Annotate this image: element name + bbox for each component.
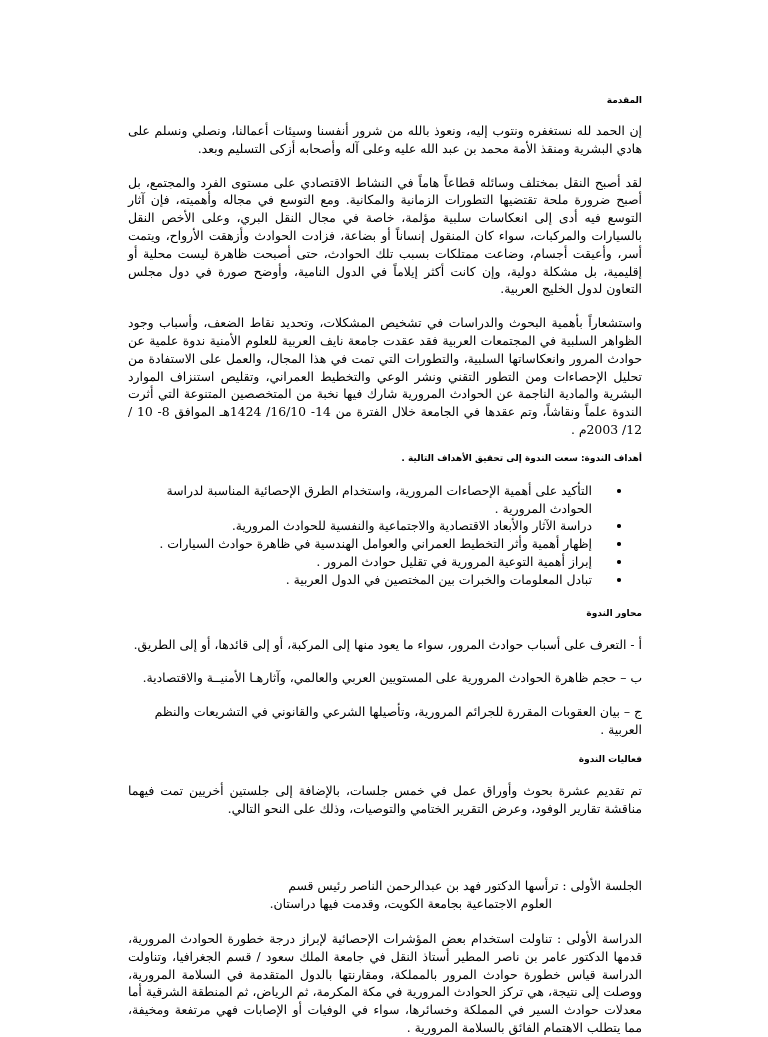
intro-paragraph-1: إن الحمد لله نستغفره ونتوب إليه، ونعوذ بالله من شرور أنفسنا وسيئات أعمالنا، ونصلي ونسلم على هادي البشرية ومنقذ الأمة محمد بن عبد الله عليه وعلى آله وأصحابه أزكى التسليم وبعد. — [128, 123, 642, 156]
axis-item: ج – بيان العقوبات المقررة للجرائم المرورية، وتأصيلها الشرعي والقانوني في التشريعات والنظم العربية . — [154, 704, 642, 737]
heading-goals: أهداف الندوة: سعت الندوة إلى تحقيق الأهداف التالية . — [401, 453, 642, 464]
session-1-line-2: العلوم الاجتماعية بجامعة الكويت، وقدمت فيها دراستان. — [269, 896, 552, 912]
study-1-paragraph: الدراسة الأولى : تناولت استخدام بعض المؤشرات الإحصائية لإبراز درجة خطورة الحوادث المرورية، قدمها الدكتور عامر بن ناصر المطير أستاذ النقل في جامعة الملك سعود / قسم الجغرافيا، وتناولت الدراسة قياس خطورة حوادث المرور بالمملكة، ومقارنتها بالدول المتقدمة في السلامة المرورية، ووصلت إلى نتيجة، هي تركز الحوادث المرورية في مكة المكرمة، ثم الرياض، ثم المنطقة الشرقية أما معدلات حوادث السير في المملكة وخسائرها، سواء في الوفيات أو الإصابات فهي مرتفعة ومخيفة، مما يتطلب الاهتمام الفائق بالسلامة المرورية . — [128, 930, 642, 1035]
goal-item: • دراسة الآثار والأبعاد الاقتصادية والاجتماعية والنفسية للحوادث المرورية. — [128, 517, 606, 535]
heading-axes: محاور الندوة — [586, 608, 642, 619]
goal-item: • إبراز أهمية التوعية المرورية في تقليل حوادث المرور . — [128, 553, 606, 571]
goal-item: • التأكيد على أهمية الإحصاءات المرورية، واستخدام الطرق الإحصائية المناسبة لدراسة الحوادث المرورية . — [128, 482, 606, 518]
intro-paragraph-2: لقد أصبح النقل بمختلف وسائله قطاعاً هاماً في النشاط الاقتصادي على مستوى الفرد والمجتمع، بل أصبح ضرورة ملحة تقتضيها التطورات الزمانية والمكانية. ومع التوسع في مجاله وأهميته، فإن آثار التوسع فيه أدى إلى انعكاسات سلبية مؤلمة، خاصة في مجال النقل البري، وعلى الأخص النقل بالسيارات والمركبات، سواء كان المنقول إنساناً أو بضاعة، فزادت الحوادث وأزهقت الأرواح، ويتمت أسر، وأعيقت أجسام، وضاعت ممتلكات بسبب تلك الحوادث، حتى أصبحت ظاهرة ليست محلية أو إقليمية، بل مشكلة دولية، وإن كانت أكثر إيلاماً في الدول النامية، وأوضح صورة في دول مجلس التعاون لدول الخليج العربية. — [128, 174, 642, 297]
intro-paragraph-3: واستشعاراً بأهمية البحوث والدراسات في تشخيص المشكلات، وتحديد نقاط الضعف، وأسباب وجود الظواهر السلبية في المجتمعات العربية فقد عقدت جامعة نايف العربية للعلوم الأمنية ندوة علمية عن حوادث المرور وانعكاساتها السلبية، والتطورات التي تمت في هذا المجال، والعمل على الاستفادة من تحليل الإحصاءات ومن التطور التقني ونشر الوعي والتخطيط العمراني، وتقليص استنزاف الموارد البشرية والمادية الناجمة عن الحوادث المرورية شارك فيها نخبة من المتخصصين المتنوعة التي أثرت الندوة علماً ونقاشاً، وتم عقدها في الجامعة خلال الفترة من 14- 16/10/ 1424هـ الموافق 8- 10 / 12/ 2003م . — [128, 315, 642, 437]
activities-paragraph: تم تقديم عشرة بحوث وأوراق عمل في خمس جلسات، بالإضافة إلى جلستين أخريين تمت فيهما مناقشة تقارير الوفود، وعرض التقرير الختامي والتوصيات، وذلك على النحو التالي. — [128, 782, 642, 816]
axis-item: ب – حجم ظاهرة الحوادث المرورية على المستويين العربي والعالمي، وآثارهـا الأمنيــة والاقتصادية. — [142, 670, 642, 686]
session-1-line-1: الجلسة الأولى : ترأسها الدكتور فهد بن عبدالرحمن الناصر رئيس قسم — [288, 878, 642, 894]
axis-item: أ - التعرف على أسباب حوادث المرور، سواء ما يعود منها إلى المركبة، أو إلى قائدها، أو إلى الطريق. — [133, 636, 642, 652]
goal-item: • تبادل المعلومات والخبرات بين المختصين في الدول العربية . — [128, 571, 606, 589]
heading-activities: فعاليات الندوة — [578, 754, 642, 765]
heading-introduction: المقدمة — [606, 96, 642, 106]
goals-list — [128, 482, 642, 589]
goal-item: • إظهار أهمية وأثر التخطيط العمراني والعوامل الهندسية في ظاهرة حوادث السيارات . — [128, 535, 606, 553]
